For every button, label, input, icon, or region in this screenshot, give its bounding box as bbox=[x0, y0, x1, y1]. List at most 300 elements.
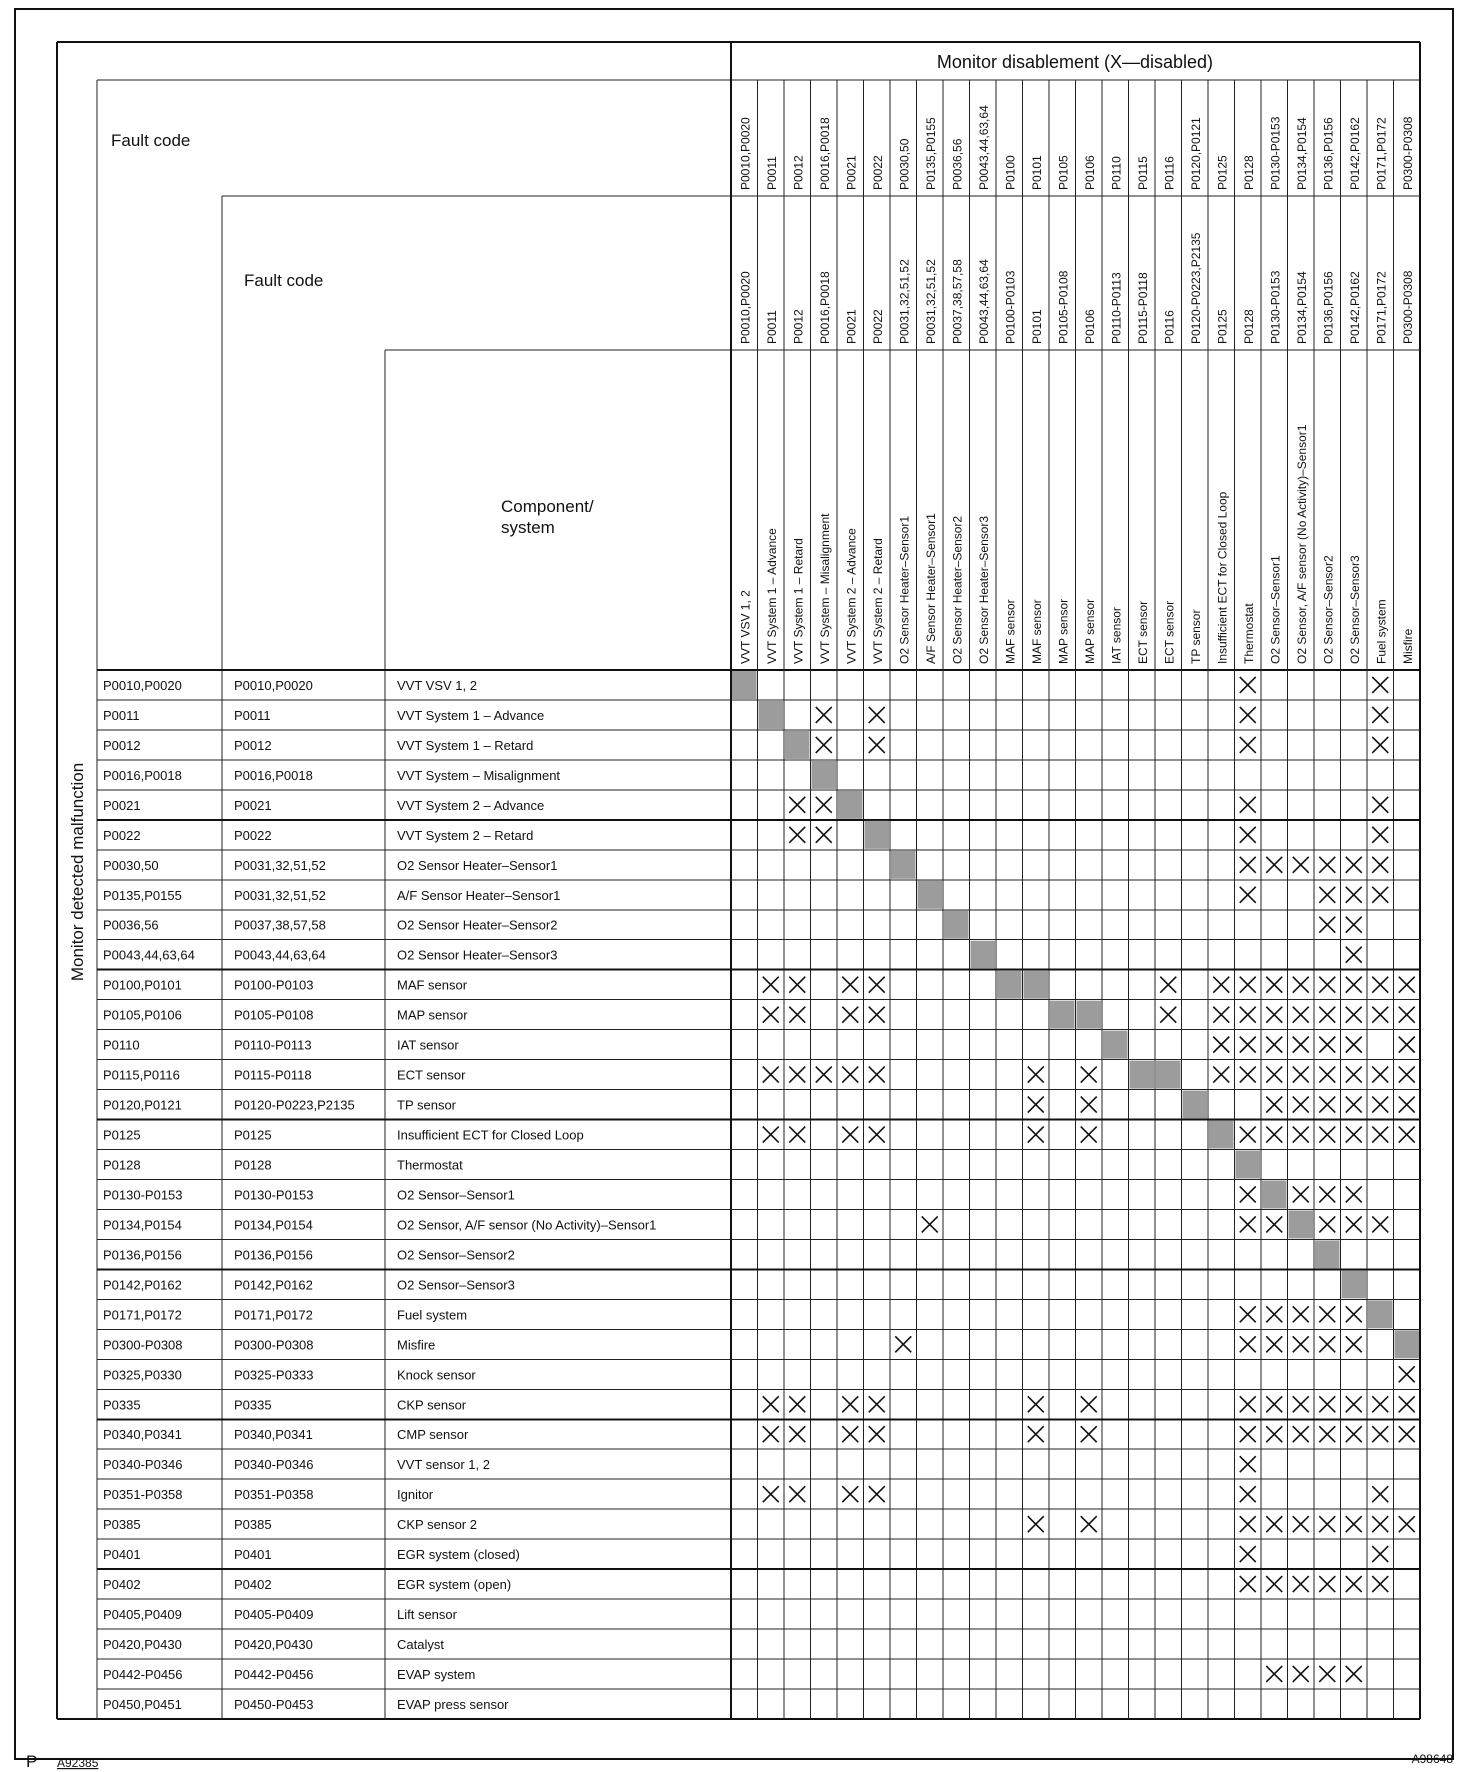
disabled-x-mark bbox=[1293, 1186, 1309, 1202]
title: Monitor disablement (X—disabled) bbox=[936, 52, 1214, 72]
disabled-x-mark bbox=[1240, 977, 1256, 993]
row-component: VVT VSV 1, 2 bbox=[397, 677, 477, 693]
column-code-1: P0036,56 bbox=[950, 138, 965, 190]
disabled-x-mark bbox=[1266, 1007, 1282, 1023]
diagonal-cell bbox=[1024, 971, 1049, 999]
column-code-1: P0011 bbox=[764, 156, 779, 190]
disabled-x-mark bbox=[1372, 827, 1388, 843]
row-code-1: P0036,56 bbox=[103, 917, 159, 933]
disabled-x-mark bbox=[1346, 1127, 1362, 1143]
disabled-x-mark bbox=[1213, 1037, 1229, 1053]
disabled-x-mark bbox=[1081, 1516, 1097, 1532]
disabled-x-mark bbox=[763, 977, 779, 993]
column-code-1: P0300-P0308 bbox=[1400, 116, 1415, 190]
diagonal-cell bbox=[944, 911, 969, 939]
disabled-x-mark bbox=[869, 1007, 885, 1023]
column-code-2: P0171,P0172 bbox=[1374, 271, 1389, 344]
row-code-2: P0450-P0453 bbox=[234, 1696, 314, 1712]
row-component: A/F Sensor Heater–Sensor1 bbox=[397, 887, 561, 903]
disabled-x-mark bbox=[1372, 1097, 1388, 1113]
disabled-x-mark bbox=[1293, 1426, 1309, 1442]
disabled-x-mark bbox=[1372, 707, 1388, 723]
row-code-1: P0125 bbox=[103, 1127, 141, 1143]
disabled-x-mark bbox=[1372, 1516, 1388, 1532]
disabled-x-mark bbox=[1372, 737, 1388, 753]
row-code-2: P0442-P0456 bbox=[234, 1666, 314, 1682]
disabled-x-mark bbox=[1399, 1127, 1415, 1143]
disabled-x-mark bbox=[1399, 1366, 1415, 1382]
disabled-x-mark bbox=[1293, 857, 1309, 873]
disabled-x-mark bbox=[869, 1396, 885, 1412]
diagonal-cell bbox=[1050, 1001, 1075, 1029]
disabled-x-mark bbox=[1240, 1516, 1256, 1532]
disabled-x-mark bbox=[869, 1426, 885, 1442]
disabled-x-mark bbox=[1028, 1067, 1044, 1083]
disabled-x-mark bbox=[816, 707, 832, 723]
disabled-x-mark bbox=[789, 1396, 805, 1412]
row-component: VVT sensor 1, 2 bbox=[397, 1457, 490, 1473]
row-code-2: P0125 bbox=[234, 1127, 272, 1143]
row-code-1: P0021 bbox=[103, 797, 141, 813]
column-component: MAF sensor bbox=[1029, 599, 1044, 664]
column-code-2: P0100-P0103 bbox=[1003, 270, 1018, 344]
disabled-x-mark bbox=[869, 977, 885, 993]
disabled-x-mark bbox=[1372, 977, 1388, 993]
column-component: VVT System – Misalignment bbox=[817, 513, 832, 664]
disabled-x-mark bbox=[1319, 1336, 1335, 1352]
disabled-x-mark bbox=[922, 1216, 938, 1232]
disabled-x-mark bbox=[1346, 1336, 1362, 1352]
disabled-x-mark bbox=[763, 1426, 779, 1442]
disabled-x-mark bbox=[1266, 1306, 1282, 1322]
disabled-x-mark bbox=[816, 737, 832, 753]
row-component: Insufficient ECT for Closed Loop bbox=[397, 1127, 584, 1143]
disabled-x-mark bbox=[1266, 977, 1282, 993]
diagonal-cell bbox=[732, 671, 757, 699]
row-component: O2 Sensor, A/F sensor (No Activity)–Sensor1 bbox=[397, 1217, 657, 1233]
disabled-x-mark bbox=[1028, 1516, 1044, 1532]
disabled-x-mark bbox=[1081, 1396, 1097, 1412]
row-code-2: P0402 bbox=[234, 1577, 272, 1593]
disabled-x-mark bbox=[1319, 887, 1335, 903]
disabled-x-mark bbox=[1346, 857, 1362, 873]
disabled-x-mark bbox=[1372, 677, 1388, 693]
disabled-x-mark bbox=[1346, 1396, 1362, 1412]
column-code-2: P0011 bbox=[764, 310, 779, 344]
column-code-2: P0022 bbox=[870, 309, 885, 344]
disabled-x-mark bbox=[1372, 1127, 1388, 1143]
column-component: MAP sensor bbox=[1082, 598, 1097, 664]
column-code-2: P0043,44,63,64 bbox=[976, 259, 991, 344]
disabled-x-mark bbox=[789, 1007, 805, 1023]
row-code-2: P0405-P0409 bbox=[234, 1607, 314, 1623]
diagonal-cell bbox=[1103, 1031, 1128, 1059]
disabled-x-mark bbox=[1028, 1127, 1044, 1143]
fault-code-label-1: Fault code bbox=[111, 131, 191, 150]
disabled-x-mark bbox=[1293, 1666, 1309, 1682]
disabled-x-mark bbox=[1319, 1306, 1335, 1322]
component-label-line2: system bbox=[501, 518, 555, 537]
column-component: O2 Sensor Heater–Sensor2 bbox=[950, 515, 965, 664]
row-code-2: P0010,P0020 bbox=[234, 677, 313, 693]
disabled-x-mark bbox=[1028, 1097, 1044, 1113]
disabled-x-mark bbox=[1346, 1007, 1362, 1023]
disabled-x-mark bbox=[1240, 1426, 1256, 1442]
column-code-2: P0031,32,51,52 bbox=[897, 259, 912, 344]
row-code-1: P0100,P0101 bbox=[103, 977, 182, 993]
row-code-2: P0043,44,63,64 bbox=[234, 947, 326, 963]
disabled-x-mark bbox=[1266, 1516, 1282, 1532]
column-code-2: P0300-P0308 bbox=[1400, 270, 1415, 344]
column-component: O2 Sensor, A/F sensor (No Activity)–Sensor1 bbox=[1294, 424, 1309, 664]
row-code-2: P0100-P0103 bbox=[234, 977, 314, 993]
row-component: Ignitor bbox=[397, 1487, 434, 1503]
column-code-2: P0105-P0108 bbox=[1056, 270, 1071, 344]
column-component: MAP sensor bbox=[1056, 598, 1071, 664]
disabled-x-mark bbox=[1372, 1067, 1388, 1083]
row-code-1: P0340-P0346 bbox=[103, 1457, 183, 1473]
disabled-x-mark bbox=[1372, 1426, 1388, 1442]
disabled-x-mark bbox=[1081, 1067, 1097, 1083]
footer-left-letter: P bbox=[26, 1752, 38, 1771]
row-component: VVT System 2 – Advance bbox=[397, 797, 545, 813]
disabled-x-mark bbox=[816, 1067, 832, 1083]
disabled-x-mark bbox=[1266, 857, 1282, 873]
row-code-2: P0130-P0153 bbox=[234, 1187, 314, 1203]
row-code-1: P0016,P0018 bbox=[103, 767, 182, 783]
column-component: Thermostat bbox=[1241, 603, 1256, 664]
column-code-1: P0115 bbox=[1135, 156, 1150, 190]
row-code-2: P0016,P0018 bbox=[234, 767, 313, 783]
disabled-x-mark bbox=[1160, 977, 1176, 993]
row-code-2: P0136,P0156 bbox=[234, 1247, 313, 1263]
diagonal-cell bbox=[891, 851, 916, 879]
disabled-x-mark bbox=[1346, 1037, 1362, 1053]
row-code-2: P0335 bbox=[234, 1397, 272, 1413]
row-component: EVAP system bbox=[397, 1666, 476, 1682]
disabled-x-mark bbox=[1372, 887, 1388, 903]
row-component: VVT System 2 – Retard bbox=[397, 827, 534, 843]
row-component: Misfire bbox=[397, 1337, 436, 1353]
disabled-x-mark bbox=[1293, 1396, 1309, 1412]
row-code-2: P0120-P0223,P2135 bbox=[234, 1097, 355, 1113]
diagonal-cell bbox=[1077, 1001, 1102, 1029]
disabled-x-mark bbox=[1293, 1037, 1309, 1053]
disabled-x-mark bbox=[1372, 797, 1388, 813]
disabled-x-mark bbox=[1240, 677, 1256, 693]
row-code-1: P0134,P0154 bbox=[103, 1217, 182, 1233]
row-component: VVT System – Misalignment bbox=[397, 767, 561, 783]
disabled-x-mark bbox=[1319, 1516, 1335, 1532]
disabled-x-mark bbox=[1346, 1186, 1362, 1202]
disabled-x-mark bbox=[1372, 857, 1388, 873]
disabled-x-mark bbox=[842, 1396, 858, 1412]
diagonal-cell bbox=[1315, 1240, 1340, 1268]
disabled-x-mark bbox=[763, 1486, 779, 1502]
disabled-x-mark bbox=[1319, 977, 1335, 993]
disabled-x-mark bbox=[869, 1127, 885, 1143]
disabled-x-mark bbox=[1240, 1396, 1256, 1412]
column-code-2: P0128 bbox=[1241, 309, 1256, 344]
column-code-2: P0016,P0018 bbox=[817, 271, 832, 344]
row-code-1: P0012 bbox=[103, 737, 141, 753]
disabled-x-mark bbox=[1266, 1037, 1282, 1053]
row-code-1: P0325,P0330 bbox=[103, 1367, 182, 1383]
row-code-1: P0450,P0451 bbox=[103, 1696, 182, 1712]
disabled-x-mark bbox=[1266, 1336, 1282, 1352]
disabled-x-mark bbox=[1346, 1666, 1362, 1682]
column-code-1: P0128 bbox=[1241, 155, 1256, 190]
row-code-1: P0135,P0155 bbox=[103, 887, 182, 903]
column-code-1: P0171,P0172 bbox=[1374, 117, 1389, 190]
column-code-2: P0012 bbox=[791, 309, 806, 344]
column-component: VVT System 1 – Advance bbox=[764, 528, 779, 664]
column-component: O2 Sensor Heater–Sensor1 bbox=[897, 515, 912, 664]
row-code-2: P0012 bbox=[234, 737, 272, 753]
row-code-1: P0420,P0430 bbox=[103, 1637, 182, 1653]
disabled-x-mark bbox=[1240, 1456, 1256, 1472]
disabled-x-mark bbox=[1346, 1426, 1362, 1442]
row-code-1: P0142,P0162 bbox=[103, 1277, 182, 1293]
column-code-1: P0134,P0154 bbox=[1294, 117, 1309, 190]
footer-left-id: A92385 bbox=[57, 1756, 99, 1770]
disabled-x-mark bbox=[1240, 1067, 1256, 1083]
disabled-x-mark bbox=[1213, 1007, 1229, 1023]
column-code-2: P0120-P0223,P2135 bbox=[1188, 232, 1203, 344]
row-code-2: P0022 bbox=[234, 827, 272, 843]
column-code-1: P0142,P0162 bbox=[1347, 117, 1362, 190]
row-component: Lift sensor bbox=[397, 1607, 457, 1623]
row-code-1: P0136,P0156 bbox=[103, 1247, 182, 1263]
disabled-x-mark bbox=[1346, 1067, 1362, 1083]
disabled-x-mark bbox=[1319, 1216, 1335, 1232]
row-component: CMP sensor bbox=[397, 1427, 469, 1443]
column-code-2: P0110-P0113 bbox=[1109, 272, 1124, 344]
disabled-x-mark bbox=[1266, 1067, 1282, 1083]
disabled-x-mark bbox=[1346, 1576, 1362, 1592]
disabled-x-mark bbox=[1319, 1426, 1335, 1442]
row-component: Fuel system bbox=[397, 1307, 468, 1323]
row-code-2: P0401 bbox=[234, 1547, 272, 1563]
disabled-x-mark bbox=[1240, 1127, 1256, 1143]
row-component: CKP sensor 2 bbox=[397, 1517, 477, 1533]
row-code-1: P0010,P0020 bbox=[103, 677, 182, 693]
column-code-1: P0030,50 bbox=[897, 138, 912, 190]
table-text bbox=[26, 52, 1453, 1771]
row-code-1: P0043,44,63,64 bbox=[103, 947, 195, 963]
disabled-x-mark bbox=[816, 827, 832, 843]
diagonal-cell bbox=[1183, 1091, 1208, 1119]
column-code-1: P0125 bbox=[1215, 155, 1230, 190]
disabled-x-mark bbox=[1293, 1306, 1309, 1322]
row-code-1: P0128 bbox=[103, 1157, 141, 1173]
row-code-2: P0385 bbox=[234, 1517, 272, 1533]
column-component: Misfire bbox=[1400, 628, 1415, 664]
column-code-1: P0021 bbox=[844, 155, 859, 190]
disabled-x-mark bbox=[842, 977, 858, 993]
disabled-x-mark bbox=[763, 1007, 779, 1023]
disabled-x-mark bbox=[1399, 977, 1415, 993]
row-code-2: P0142,P0162 bbox=[234, 1277, 313, 1293]
disabled-x-mark bbox=[1293, 1516, 1309, 1532]
diagonal-cell bbox=[1368, 1300, 1393, 1328]
disabled-x-mark bbox=[1293, 1127, 1309, 1143]
row-code-1: P0130-P0153 bbox=[103, 1187, 183, 1203]
row-component: VVT System 1 – Advance bbox=[397, 707, 545, 723]
row-component: O2 Sensor–Sensor2 bbox=[397, 1247, 515, 1263]
diagonal-cell bbox=[759, 701, 784, 729]
row-code-1: P0405,P0409 bbox=[103, 1607, 182, 1623]
column-code-2: P0134,P0154 bbox=[1294, 271, 1309, 344]
column-code-2: P0130-P0153 bbox=[1268, 270, 1283, 344]
column-component: Fuel system bbox=[1374, 599, 1389, 664]
row-code-1: P0011 bbox=[103, 707, 140, 723]
column-code-1: P0135,P0155 bbox=[923, 117, 938, 190]
disabled-x-mark bbox=[763, 1067, 779, 1083]
disabled-x-mark bbox=[1240, 1007, 1256, 1023]
disabled-x-mark bbox=[842, 1007, 858, 1023]
disabled-x-mark bbox=[789, 1426, 805, 1442]
row-code-2: P0011 bbox=[234, 707, 271, 723]
disabled-x-mark bbox=[789, 1127, 805, 1143]
row-code-1: P0120,P0121 bbox=[103, 1097, 182, 1113]
row-component: CKP sensor bbox=[397, 1397, 467, 1413]
disabled-x-mark bbox=[763, 1396, 779, 1412]
footer-right-id: A98648 bbox=[1411, 1752, 1453, 1766]
row-component: EGR system (closed) bbox=[397, 1547, 520, 1563]
row-code-2: P0340,P0341 bbox=[234, 1427, 313, 1443]
disabled-x-mark bbox=[1028, 1426, 1044, 1442]
row-component: MAF sensor bbox=[397, 977, 468, 993]
diagonal-cell bbox=[1289, 1210, 1314, 1238]
column-code-2: P0125 bbox=[1215, 309, 1230, 344]
column-code-1: P0022 bbox=[870, 155, 885, 190]
disabled-x-mark bbox=[1081, 1097, 1097, 1113]
column-code-1: P0100 bbox=[1003, 155, 1018, 190]
disabled-x-mark bbox=[1213, 977, 1229, 993]
row-component: IAT sensor bbox=[397, 1037, 459, 1053]
disabled-x-mark bbox=[1346, 887, 1362, 903]
row-code-1: P0335 bbox=[103, 1397, 141, 1413]
fault-code-label-2: Fault code bbox=[244, 271, 324, 290]
diagonal-cell bbox=[1209, 1121, 1234, 1149]
disabled-x-mark bbox=[1213, 1067, 1229, 1083]
disabled-x-mark bbox=[1293, 1067, 1309, 1083]
disabled-x-mark bbox=[1293, 1007, 1309, 1023]
row-code-1: P0171,P0172 bbox=[103, 1307, 182, 1323]
column-component: VVT VSV 1, 2 bbox=[738, 590, 753, 664]
disabled-x-mark bbox=[1240, 707, 1256, 723]
disabled-x-mark bbox=[869, 737, 885, 753]
column-code-2: P0115-P0118 bbox=[1135, 272, 1150, 344]
diagonal-cell bbox=[1262, 1180, 1287, 1208]
disabled-x-mark bbox=[1319, 1127, 1335, 1143]
column-component: VVT System 2 – Advance bbox=[844, 528, 859, 664]
disabled-x-mark bbox=[1319, 1666, 1335, 1682]
column-code-1: P0105 bbox=[1056, 155, 1071, 190]
disabled-x-mark bbox=[1240, 1186, 1256, 1202]
disabled-x-mark bbox=[1266, 1097, 1282, 1113]
diagonal-cell bbox=[997, 971, 1022, 999]
diagonal-cell bbox=[1395, 1330, 1420, 1358]
disabled-x-mark bbox=[1293, 1576, 1309, 1592]
diagonal-cell bbox=[971, 941, 996, 969]
disabled-x-mark bbox=[869, 1486, 885, 1502]
diagonal-cell bbox=[918, 881, 943, 909]
column-code-2: P0037,38,57,58 bbox=[950, 259, 965, 344]
disabled-x-mark bbox=[1266, 1666, 1282, 1682]
disabled-x-mark bbox=[1346, 1516, 1362, 1532]
disabled-x-mark bbox=[763, 1127, 779, 1143]
disabled-x-mark bbox=[1293, 1097, 1309, 1113]
disabled-x-mark bbox=[869, 1067, 885, 1083]
disabled-x-mark bbox=[869, 707, 885, 723]
disabled-x-mark bbox=[1372, 1576, 1388, 1592]
diagonal-cell bbox=[1342, 1270, 1367, 1298]
disabled-x-mark bbox=[1346, 977, 1362, 993]
disabled-x-mark bbox=[1266, 1396, 1282, 1412]
column-code-1: P0116 bbox=[1162, 156, 1177, 190]
disabled-x-mark bbox=[1240, 1306, 1256, 1322]
row-code-2: P0171,P0172 bbox=[234, 1307, 313, 1323]
column-component: A/F Sensor Heater–Sensor1 bbox=[923, 513, 938, 664]
row-code-2: P0300-P0308 bbox=[234, 1337, 314, 1353]
column-component: TP sensor bbox=[1188, 609, 1203, 664]
column-code-1: P0043,44,63,64 bbox=[976, 105, 991, 190]
row-code-1: P0105,P0106 bbox=[103, 1007, 182, 1023]
disabled-x-mark bbox=[842, 1127, 858, 1143]
row-code-1: P0385 bbox=[103, 1517, 141, 1533]
diagonal-cell bbox=[1130, 1061, 1155, 1089]
disabled-x-mark bbox=[1240, 827, 1256, 843]
disabled-x-mark bbox=[1372, 1546, 1388, 1562]
column-code-1: P0120,P0121 bbox=[1188, 117, 1203, 190]
row-component: MAP sensor bbox=[397, 1007, 468, 1023]
row-component: O2 Sensor Heater–Sensor3 bbox=[397, 947, 558, 963]
disabled-x-mark bbox=[1346, 947, 1362, 963]
disabled-x-mark bbox=[1319, 917, 1335, 933]
disabled-x-mark bbox=[1293, 977, 1309, 993]
column-code-1: P0012 bbox=[791, 155, 806, 190]
column-code-2: P0101 bbox=[1029, 309, 1044, 344]
column-component: VVT System 2 – Retard bbox=[870, 538, 885, 664]
column-code-1: P0130-P0153 bbox=[1268, 116, 1283, 190]
disabled-x-mark bbox=[789, 827, 805, 843]
disabled-x-mark bbox=[1266, 1127, 1282, 1143]
column-code-2: P0021 bbox=[844, 309, 859, 344]
row-code-2: P0021 bbox=[234, 797, 272, 813]
column-code-1: P0106 bbox=[1082, 155, 1097, 190]
disabled-x-mark bbox=[1266, 1576, 1282, 1592]
row-code-2: P0031,32,51,52 bbox=[234, 887, 326, 903]
disabled-x-mark bbox=[1240, 1546, 1256, 1562]
row-code-1: P0351-P0358 bbox=[103, 1487, 183, 1503]
row-code-2: P0128 bbox=[234, 1157, 272, 1173]
column-component: O2 Sensor–Sensor1 bbox=[1268, 555, 1283, 664]
disabled-x-mark bbox=[1399, 1516, 1415, 1532]
disabled-x-mark bbox=[1240, 887, 1256, 903]
disabled-x-mark bbox=[1240, 1336, 1256, 1352]
row-code-1: P0030,50 bbox=[103, 857, 159, 873]
disabled-x-mark bbox=[1319, 857, 1335, 873]
column-code-2: P0136,P0156 bbox=[1321, 271, 1336, 344]
disabled-x-mark bbox=[1319, 1097, 1335, 1113]
row-component: O2 Sensor–Sensor1 bbox=[397, 1187, 515, 1203]
row-component: O2 Sensor–Sensor3 bbox=[397, 1277, 515, 1293]
row-code-2: P0037,38,57,58 bbox=[234, 917, 326, 933]
disabled-x-mark bbox=[1319, 1067, 1335, 1083]
disabled-x-mark bbox=[789, 977, 805, 993]
